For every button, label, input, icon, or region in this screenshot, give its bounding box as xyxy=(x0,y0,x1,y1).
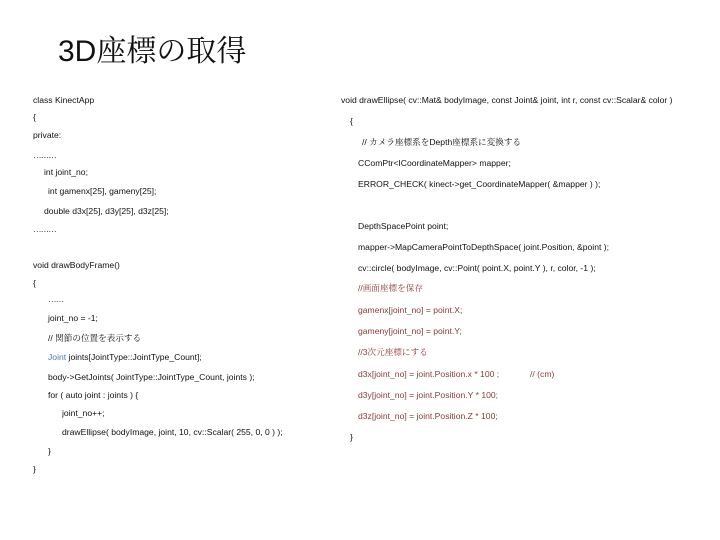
d3x-assignment: d3x[joint_no] = joint.Position.x * 100 ; xyxy=(358,369,500,379)
d3z-assignment: d3z[joint_no] = joint.Position.Z * 100; xyxy=(358,411,498,421)
private-label: private: xyxy=(33,130,62,140)
separator-line: …… xyxy=(48,294,64,304)
mapper-declaration: CComPtr<ICoordinateMapper> mapper; xyxy=(358,158,511,168)
comment-save-screen-coords: //画面座標を保存 xyxy=(358,283,423,293)
for-close-brace: } xyxy=(48,446,51,456)
slide-title: 3D座標の取得 xyxy=(58,35,247,68)
for-loop: for ( auto joint : joints ) { xyxy=(48,390,139,400)
joints-declaration-rest: joints[JointType::JointType_Count]; xyxy=(66,352,202,362)
draw-ellipse-open-brace: { xyxy=(350,116,353,126)
cv-circle-call: cv::circle( bodyImage, cv::Point( point.X, point.Y ), r, color, -1 ); xyxy=(358,263,596,273)
function-close-brace: } xyxy=(33,464,36,474)
function-open-brace: { xyxy=(33,278,36,288)
draw-ellipse-declaration: void drawEllipse( cv::Mat& bodyImage, const Joint& joint, int r, const cv::Scalar& color ) xyxy=(341,95,673,105)
draw-ellipse-call: drawEllipse( bodyImage, joint, 10, cv::Scalar( 255, 0, 0 ) ); xyxy=(62,427,283,437)
joint-type-keyword: Joint xyxy=(48,352,67,362)
draw-ellipse-close-brace: } xyxy=(350,432,353,442)
map-camera-point-call: mapper->MapCameraPointToDepthSpace( joint.Position, &point ); xyxy=(358,242,610,252)
get-joints-call: body->GetJoints( JointType::JointType_Count, joints ); xyxy=(48,372,255,382)
joint-no-declaration: int joint_no; xyxy=(44,167,88,177)
d3y-assignment: d3y[joint_no] = joint.Position.Y * 100; xyxy=(358,390,499,400)
joints-declaration xyxy=(48,352,202,363)
joint-no-increment: joint_no++; xyxy=(62,408,105,418)
comment-camera-to-depth: // カメラ座標系をDepth座標系に変換する xyxy=(362,137,522,147)
separator-line: ……… xyxy=(33,150,56,160)
error-check-call: ERROR_CHECK( kinect->get_CoordinateMapper( &mapper ) ); xyxy=(358,179,601,189)
d3-declaration: double d3x[25], d3y[25], d3z[25]; xyxy=(44,206,169,216)
gameny-assignment: gameny[joint_no] = point.Y; xyxy=(358,326,462,336)
comment-joint-position: // 関節の位置を表示する xyxy=(48,333,142,343)
separator-line: ……… xyxy=(33,224,56,234)
d3x-unit-comment: // (cm) xyxy=(530,369,555,379)
draw-body-frame-declaration: void drawBodyFrame() xyxy=(33,260,120,270)
class-declaration: class KinectApp xyxy=(33,95,95,105)
class-open-brace: { xyxy=(33,112,36,122)
joint-no-reset: joint_no = -1; xyxy=(48,313,98,323)
depth-point-declaration: DepthSpacePoint point; xyxy=(358,221,449,231)
gamenx-assignment: gamenx[joint_no] = point.X; xyxy=(358,305,463,315)
gamen-declaration: int gamenx[25], gameny[25]; xyxy=(48,186,157,196)
comment-3d-coords: //3次元座標にする xyxy=(358,347,428,357)
